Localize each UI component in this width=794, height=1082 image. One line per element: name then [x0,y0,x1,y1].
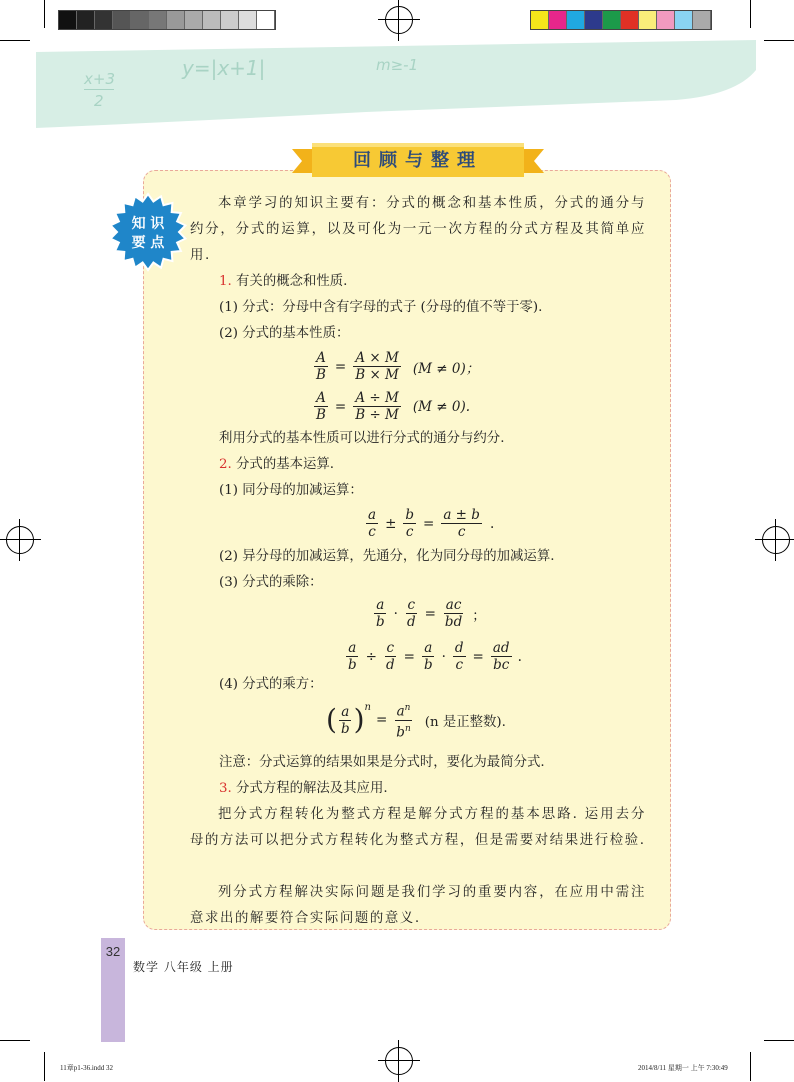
registration-mark-bottom [385,1047,413,1075]
section-2-number: 2. [219,457,232,472]
handwriting-fraction-den: 2 [94,92,104,110]
eq2-right-num: A ÷ M [355,390,399,406]
section-2-heading [219,452,334,478]
s1-point-3: 利用分式的基本性质可以进行分式的通分与约分. [219,431,505,446]
handwriting-fraction-num: x+3 [84,70,115,88]
section-3-title: 分式方程的解法及其应用. [236,781,388,796]
print-timestamp: 2014/8/11 星期一 上午 7:30:49 [638,1064,728,1072]
section-1-number: 1. [219,274,232,289]
file-slug: 11章p1-36.indd 32 [60,1064,114,1072]
page-title: 回顾与整理 [353,150,483,171]
handwriting-inequality: m≥-1 [376,56,419,74]
eq1-right-den: B × M [355,367,399,383]
eq2-condition: (M ≠ 0). [412,398,471,415]
same-denominator-equation: $\frac{a}{c}$ ± $\frac{b}{c}$ = $\frac{a \pm b}{c}$ . [368,507,495,540]
book-title: 数学 八年级 上册 [133,960,234,974]
property-equation-multiply: $\frac{A}{B}$ = $\frac{A \times M}{B \times M}$ (M ≠ 0)； [316,350,480,383]
s2-point-1: (1) 同分母的加减运算： [219,483,363,498]
section-1-heading [219,269,347,295]
color-bar [530,10,712,30]
section-2-title: 分式的基本运算. [236,457,335,472]
section-3-number: 3. [219,781,232,796]
handwriting-equation: y=|x+1| [182,56,266,80]
eq1-left-num: A [316,350,326,366]
s2-point-2: (2) 异分母的加减运算，先通分，化为同分母的加减运算. [219,549,555,564]
header-band [36,40,756,132]
division-equation: $\frac{a}{b}$ ÷ $\frac{c}{d}$ = $\frac{a}{b}$ · $\frac{d}{c}$ = $\frac{ad}{bc}$ . [348,640,522,673]
multiplication-equation: $\frac{a}{b}$ · $\frac{c}{d}$ = $\frac{ac}{bd}$ ； [376,597,486,630]
page-number: 32 [105,944,121,959]
power-condition: (n 是正整数). [424,714,506,730]
section-3-heading [219,776,388,802]
eq2-left-num: A [316,390,326,406]
property-equation-divide: $\frac{A}{B}$ = $\frac{A \div M}{B \div M}$ (M ≠ 0). [316,390,471,423]
power-equation: ( $\frac{a}{b}$ ) $^n$ = $\frac{a^n}{b^n}$ (n 是正整数). [326,702,506,740]
eq1-condition: (M ≠ 0)； [412,360,480,377]
eq1-right-num: A × M [355,350,399,366]
grayscale-bar [58,10,276,30]
registration-mark-left [6,526,34,554]
s2-point-3: (3) 分式的乘除： [219,575,323,590]
registration-mark-right [762,526,790,554]
handwriting-fraction-bar [84,89,114,90]
s1-point-2: (2) 分式的基本性质： [219,326,350,341]
s1-point-1: (1) 分式：分母中含有字母的式子 (分母的值不等于零). [219,300,543,315]
eq1-left-den: B [316,367,326,383]
badge-label-2: 要 点 [131,235,165,251]
badge-label-1: 知 识 [131,216,165,232]
section-1-title: 有关的概念和性质. [236,274,348,289]
eq2-left-den: B [316,407,326,423]
registration-mark-top [385,6,413,34]
intro-paragraph: 本章学习的知识主要有：分式的概念和基本性质，分式的通分与约分，分式的运算，以及可化为一元一次方程的分式方程及其简单应用. [190,196,646,263]
s2-point-4: (4) 分式的乘方： [219,677,323,692]
eq2-right-den: B ÷ M [355,407,399,423]
s3-paragraph-2: 列分式方程解决实际问题是我们学习的重要内容，在应用中需注意求出的解要符合实际问题的意义. [190,885,646,926]
operation-note: 注意：分式运算的结果如果是分式时，要化为最简分式. [219,755,545,770]
s3-paragraph-1: 把分式方程转化为整式方程是解分式方程的基本思路. 运用去分母的方法可以把分式方程转化为整式方程，但是需要对结果进行检验. [190,807,646,848]
